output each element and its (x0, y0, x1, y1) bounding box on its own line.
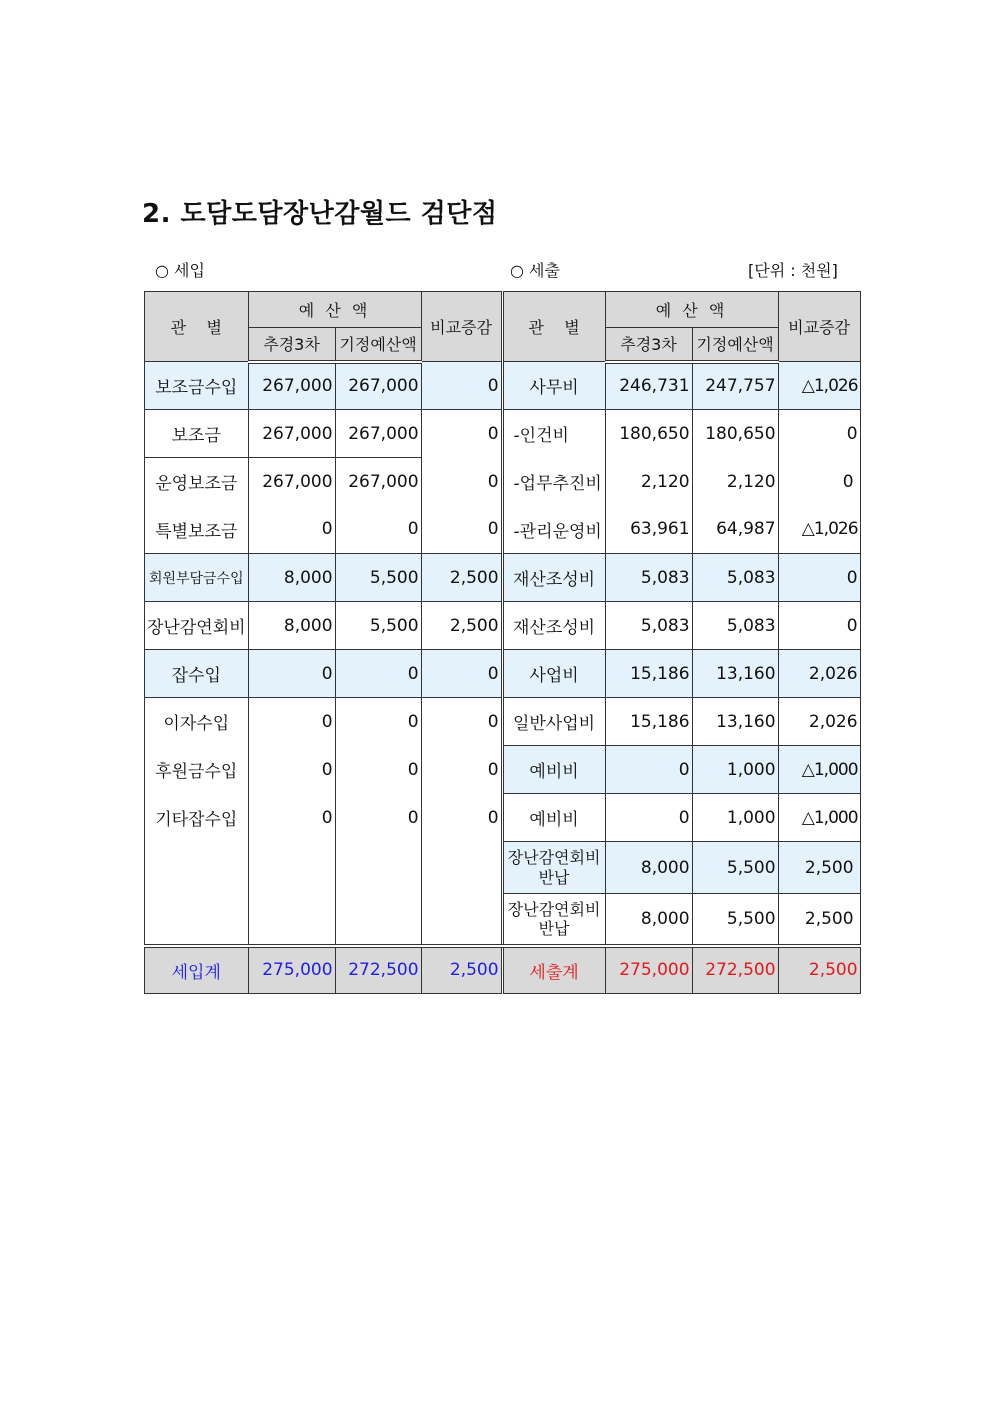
expense-diff: 2,500 (778, 894, 860, 946)
expense-name: 재산조성비 (502, 554, 605, 602)
income-diff: 0 (421, 794, 502, 842)
income-rev3: 0 (248, 650, 335, 698)
empty-cell (335, 842, 421, 894)
expense-change-header: 비교증감 (778, 292, 860, 362)
expense-category-header: 관 별 (502, 292, 605, 362)
expense-prev: 1,000 (692, 794, 778, 842)
income-prev: 0 (335, 650, 421, 698)
expense-prev-header: 기정예산액 (692, 328, 778, 362)
income-total-label: 세입계 (145, 946, 249, 994)
income-name: 회원부담금수입 (145, 554, 249, 602)
empty-cell (248, 894, 335, 946)
expense-rev3: 8,000 (605, 894, 692, 946)
expense-prev: 5,083 (692, 554, 778, 602)
expense-diff: △1,026 (778, 506, 860, 554)
income-name: 장난감연회비 (145, 602, 249, 650)
empty-cell (145, 842, 249, 894)
income-budget-header: 예 산 액 (248, 292, 421, 328)
expense-rev3: 5,083 (605, 554, 692, 602)
income-rev3: 0 (248, 746, 335, 794)
expense-rev3: 0 (605, 746, 692, 794)
income-name: 이자수입 (145, 698, 249, 746)
income-prev: 0 (335, 746, 421, 794)
income-diff: 0 (421, 458, 502, 506)
table-row (145, 362, 861, 410)
income-rev3: 8,000 (248, 602, 335, 650)
expense-name: 사무비 (502, 362, 605, 410)
income-rev3: 0 (248, 698, 335, 746)
income-diff: 0 (421, 746, 502, 794)
empty-cell (421, 894, 502, 946)
income-rev3: 267,000 (248, 458, 335, 506)
expense-diff: 2,026 (778, 650, 860, 698)
income-diff: 0 (421, 506, 502, 554)
income-prev: 267,000 (335, 410, 421, 458)
income-prev: 267,000 (335, 362, 421, 410)
table-row (145, 410, 861, 458)
income-category-header: 관 별 (145, 292, 249, 362)
income-name: 후원금수입 (145, 746, 249, 794)
expense-name: 사업비 (502, 650, 605, 698)
empty-cell (335, 894, 421, 946)
expense-diff: △1,000 (778, 794, 860, 842)
income-rev3: 267,000 (248, 362, 335, 410)
expense-rev3: 2,120 (605, 458, 692, 506)
table-row (145, 554, 861, 602)
expense-name: -관리운영비 (502, 506, 605, 554)
expense-name: 재산조성비 (502, 602, 605, 650)
income-rev3: 8,000 (248, 554, 335, 602)
income-total-diff: 2,500 (421, 946, 502, 994)
expense-prev: 5,500 (692, 842, 778, 894)
expense-prev: 5,083 (692, 602, 778, 650)
table-row (145, 506, 861, 554)
expense-diff: 0 (778, 554, 860, 602)
expense-total-rev3: 275,000 (605, 946, 692, 994)
income-diff: 2,500 (421, 602, 502, 650)
income-name: 잡수입 (145, 650, 249, 698)
expense-prev: 64,987 (692, 506, 778, 554)
expense-prev: 247,757 (692, 362, 778, 410)
table-row (145, 698, 861, 746)
expense-total-diff: 2,500 (778, 946, 860, 994)
income-diff: 0 (421, 698, 502, 746)
table-row (145, 794, 861, 842)
income-name: 기타잡수입 (145, 794, 249, 842)
expense-name: 예비비 (502, 794, 605, 842)
budget-table (144, 291, 861, 994)
income-diff: 0 (421, 362, 502, 410)
income-diff: 0 (421, 410, 502, 458)
income-rev3: 0 (248, 506, 335, 554)
income-prev-header: 기정예산액 (335, 328, 421, 362)
expense-diff: △1,026 (778, 362, 860, 410)
table-row (145, 842, 861, 894)
income-label: ○ 세입 (155, 261, 205, 280)
income-rev3-header: 추경3차 (248, 328, 335, 362)
income-rev3: 0 (248, 794, 335, 842)
expense-prev: 5,500 (692, 894, 778, 946)
expense-label: ○ 세출 (510, 261, 560, 280)
expense-budget-header: 예 산 액 (605, 292, 778, 328)
income-name: 보조금 (145, 410, 249, 458)
income-name: 운영보조금 (145, 458, 249, 506)
page-title: 2. 도담도담장난감월드 검단점 (142, 199, 498, 229)
expense-prev: 13,160 (692, 650, 778, 698)
income-total-prev: 272,500 (335, 946, 421, 994)
income-total-rev3: 275,000 (248, 946, 335, 994)
expense-rev3: 0 (605, 794, 692, 842)
expense-rev3: 15,186 (605, 650, 692, 698)
expense-diff: 0 (778, 410, 860, 458)
expense-name: -인건비 (502, 410, 605, 458)
income-rev3: 267,000 (248, 410, 335, 458)
expense-rev3: 180,650 (605, 410, 692, 458)
expense-diff: 2,026 (778, 698, 860, 746)
income-change-header: 비교증감 (421, 292, 502, 362)
income-prev: 267,000 (335, 458, 421, 506)
expense-prev: 2,120 (692, 458, 778, 506)
income-diff: 2,500 (421, 554, 502, 602)
expense-diff: 0 (778, 602, 860, 650)
table-row (145, 894, 861, 946)
expense-name: 일반사업비 (502, 698, 605, 746)
expense-rev3: 15,186 (605, 698, 692, 746)
income-prev: 0 (335, 794, 421, 842)
expense-rev3-header: 추경3차 (605, 328, 692, 362)
totals-row (145, 946, 861, 994)
empty-cell (421, 842, 502, 894)
income-name: 보조금수입 (145, 362, 249, 410)
expense-name: 장난감연회비 반납 (502, 842, 605, 894)
expense-rev3: 246,731 (605, 362, 692, 410)
expense-name: 예비비 (502, 746, 605, 794)
income-diff: 0 (421, 650, 502, 698)
income-prev: 0 (335, 698, 421, 746)
expense-name: -업무추진비 (502, 458, 605, 506)
expense-name: 장난감연회비 반납 (502, 894, 605, 946)
income-name: 특별보조금 (145, 506, 249, 554)
expense-rev3: 63,961 (605, 506, 692, 554)
expense-diff: △1,000 (778, 746, 860, 794)
income-prev: 5,500 (335, 602, 421, 650)
income-prev: 5,500 (335, 554, 421, 602)
expense-rev3: 8,000 (605, 842, 692, 894)
expense-diff: 2,500 (778, 842, 860, 894)
table-row (145, 602, 861, 650)
table-row (145, 458, 861, 506)
expense-prev: 180,650 (692, 410, 778, 458)
income-prev: 0 (335, 506, 421, 554)
expense-rev3: 5,083 (605, 602, 692, 650)
expense-prev: 1,000 (692, 746, 778, 794)
table-row (145, 746, 861, 794)
expense-prev: 13,160 (692, 698, 778, 746)
empty-cell (248, 842, 335, 894)
expense-total-prev: 272,500 (692, 946, 778, 994)
unit-label: [단위 : 천원] (748, 261, 838, 280)
table-row (145, 650, 861, 698)
empty-cell (145, 894, 249, 946)
expense-diff: 0 (778, 458, 860, 506)
expense-total-label: 세출계 (502, 946, 605, 994)
